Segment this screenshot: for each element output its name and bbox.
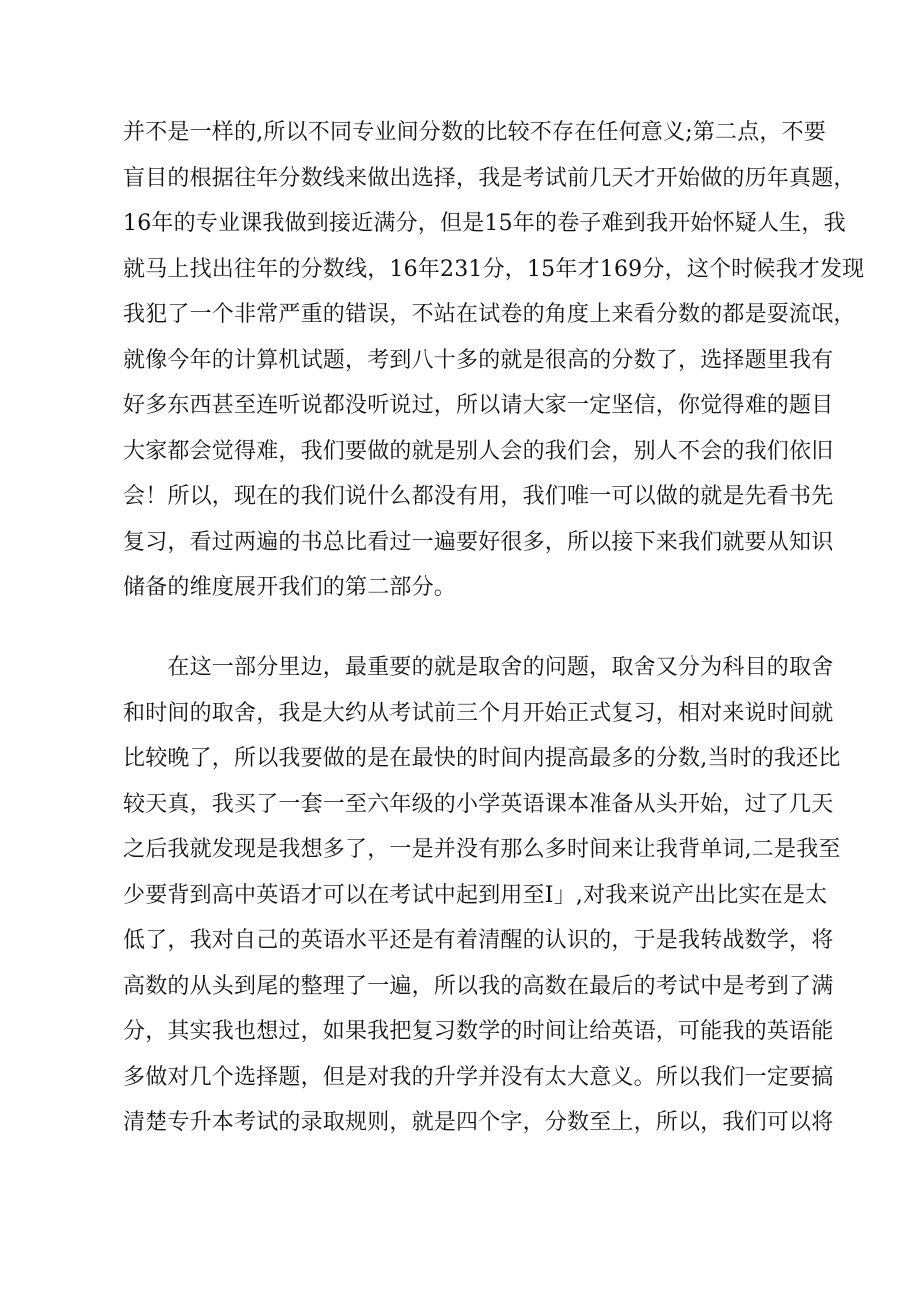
paragraph-line: 就像今年的计算机试题，考到八十多的就是很高的分数了，选择题里我有 [123,347,834,373]
paragraph-line: 储备的维度展开我们的第二部分。 [123,575,457,600]
paragraph-line: 复习，看过两遍的书总比看过一遍要好很多，所以接下来我们就要从知识 [123,529,834,555]
paragraph-line: 盲目的根据往年分数线来做出选择，我是考试前几天才开始做的历年真题， [123,165,856,191]
paragraph-line: 好多东西甚至连听说都没听说过，所以请大家一定坚信，你觉得难的题目 [123,393,834,418]
paragraph-line: 低了，我对自己的英语水平还是有着清醒的认识的，于是我转战数学，将 [123,928,834,953]
paragraph-line: 多做对几个选择题，但是对我的升学并没有太大意义。所以我们一定要搞 [123,1064,834,1090]
paragraph-line: 和时间的取舍，我是大约从考试前三个月开始正式复习，相对来说时间就 [123,700,834,726]
paragraph-line: 高数的从头到尾的整理了一遍，所以我的高数在最后的考试中是考到了满 [123,973,834,999]
paragraph-line: 较天真，我买了一套一至六年级的小学英语课本准备从头开始，过了几天 [123,791,834,817]
paragraph-2 [123,645,841,1146]
paragraph-line: 大家都会觉得难，我们要做的就是别人会的我们会，别人不会的我们依旧 [123,438,834,464]
paragraph-line: 在这一部分里边，最重要的就是取舍的问题，取舍又分为科目的取舍 [123,655,834,680]
paragraph-line: 就马上找出往年的分数线，16年231分，15年才169分，这个时候我才发现 [123,256,865,282]
paragraph-line: 比较晚了，所以我要做的是在最快的时间内提高最多的分数,当时的我还比 [123,746,841,771]
paragraph-line: 我犯了一个非常严重的错误，不站在试卷的角度上来看分数的都是耍流氓， [123,302,856,327]
paragraph-line: 会！所以，现在的我们说什么都没有用，我们唯一可以做的就是先看书先 [123,484,834,509]
paragraph-line: 少要背到高中英语才可以在考试中起到用至I」,对我来说产出比实在是太 [123,882,828,908]
paragraph-line: 16年的专业课我做到接近满分，但是15年的卷子难到我开始怀疑人生，我 [123,211,846,236]
paragraph-line: 之后我就发现是我想多了，一是并没有那么多时间来让我背单词,二是我至 [123,837,841,862]
paragraph-line: 分，其实我也想过，如果我把复习数学的时间让给英语，可能我的英语能 [123,1019,834,1044]
paragraph-1 [123,110,865,611]
paragraph-line: 清楚专升本考试的录取规则，就是四个字，分数至上，所以，我们可以将 [123,1110,834,1135]
paragraph-line: 并不是一样的,所以不同专业间分数的比较不存在任何意义;第二点，不要 [123,120,827,145]
